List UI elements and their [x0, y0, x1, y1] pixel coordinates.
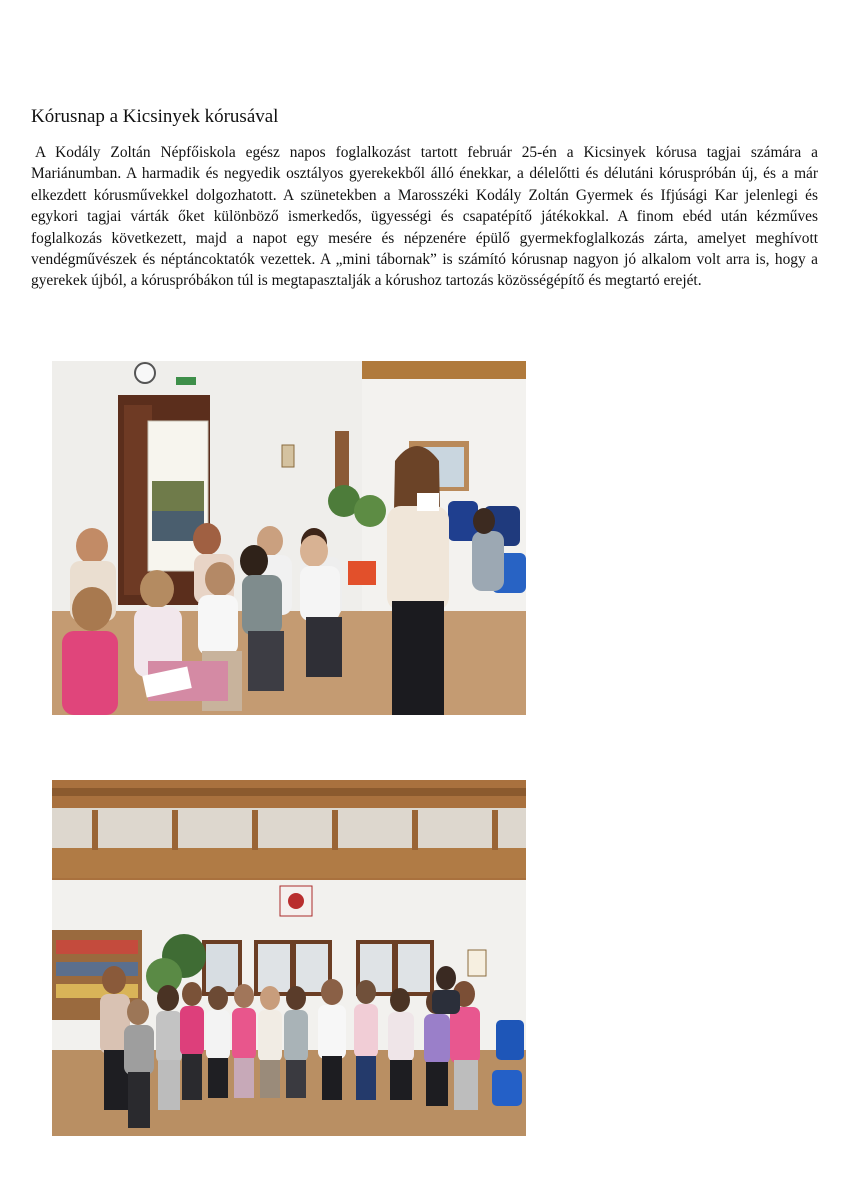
- article-paragraph: A Kodály Zoltán Népfőiskola egész napos foglalkozást tartott február 25-én a Kicsinyek kórusa tagjai számára a Mariánumban. A harmadik és negyedik osztályos gyerekekből álló énekkar, a délelőtti és délutáni kóruspróbán új, és a már elkezdett kórusművekkel dolgozhatott. A szünetekben a Marosszéki Kodály Zoltán Gyermek és Ifjúsági Kar jelenlegi és egykori tagjai várták őket különböző ismerkedős, ügyességi és csapatépítő játékokkal. A finom ebéd után kézműves foglalkozás következett, majd a napot egy mesére és népzenére épülő gyermekfoglalkozás zárta, amelyet meghívott vendégművészek és néptáncoktatók vezettek. A „mini tábornak” is számító kórusnap nagyon jó alkalom volt arra is, hogy a gyerekek újból, a kóruspróbákon túl is megtapasztalják a kórushoz tartozás közösségépítő és megtartó erejét.: [31, 144, 818, 290]
- rehearsal-photo-image: [52, 361, 526, 715]
- article-title: Kórusnap a Kicsinyek kórusával: [31, 106, 279, 127]
- group-photo-image: [52, 780, 526, 1136]
- rehearsal-photo: [52, 361, 526, 715]
- group-photo: [52, 780, 526, 1136]
